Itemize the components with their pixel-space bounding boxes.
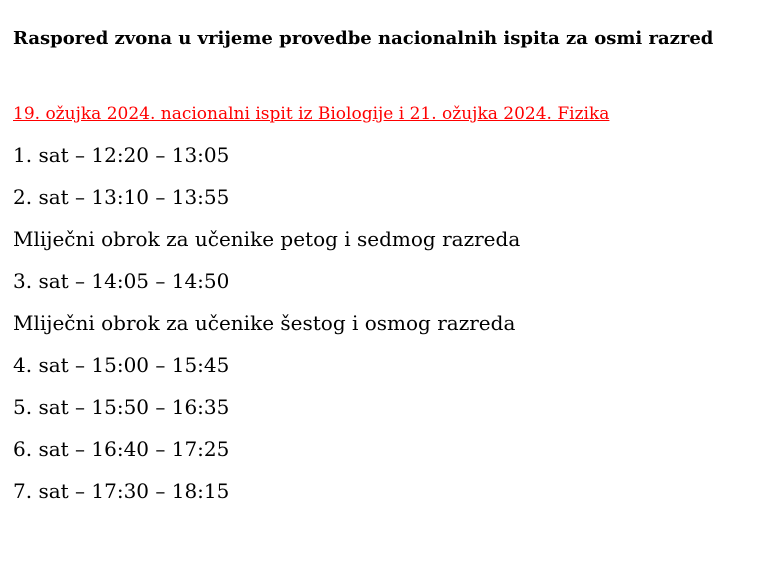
- schedule-item-period-4: 4. sat – 15:00 – 15:45: [13, 353, 230, 377]
- bell-schedule-list: [13, 143, 520, 521]
- page-title: Raspored zvona u vrijeme provedbe nacionalnih ispita za osmi razred: [13, 28, 714, 49]
- schedule-item-period-2: 2. sat – 13:10 – 13:55: [13, 185, 230, 209]
- schedule-item-period-6: 6. sat – 16:40 – 17:25: [13, 437, 230, 461]
- schedule-item-period-1: 1. sat – 12:20 – 13:05: [13, 143, 230, 167]
- schedule-item-period-7: 7. sat – 17:30 – 18:15: [13, 479, 230, 503]
- schedule-item-milk-break-5-7: Mliječni obrok za učenike petog i sedmog razreda: [13, 227, 521, 251]
- schedule-item-period-5: 5. sat – 15:50 – 16:35: [13, 395, 230, 419]
- exam-dates-subtitle: 19. ožujka 2024. nacionalni ispit iz Biologije i 21. ožujka 2024. Fizika: [13, 104, 610, 124]
- schedule-item-milk-break-6-8: Mliječni obrok za učenike šestog i osmog razreda: [13, 311, 516, 335]
- schedule-item-period-3: 3. sat – 14:05 – 14:50: [13, 269, 230, 293]
